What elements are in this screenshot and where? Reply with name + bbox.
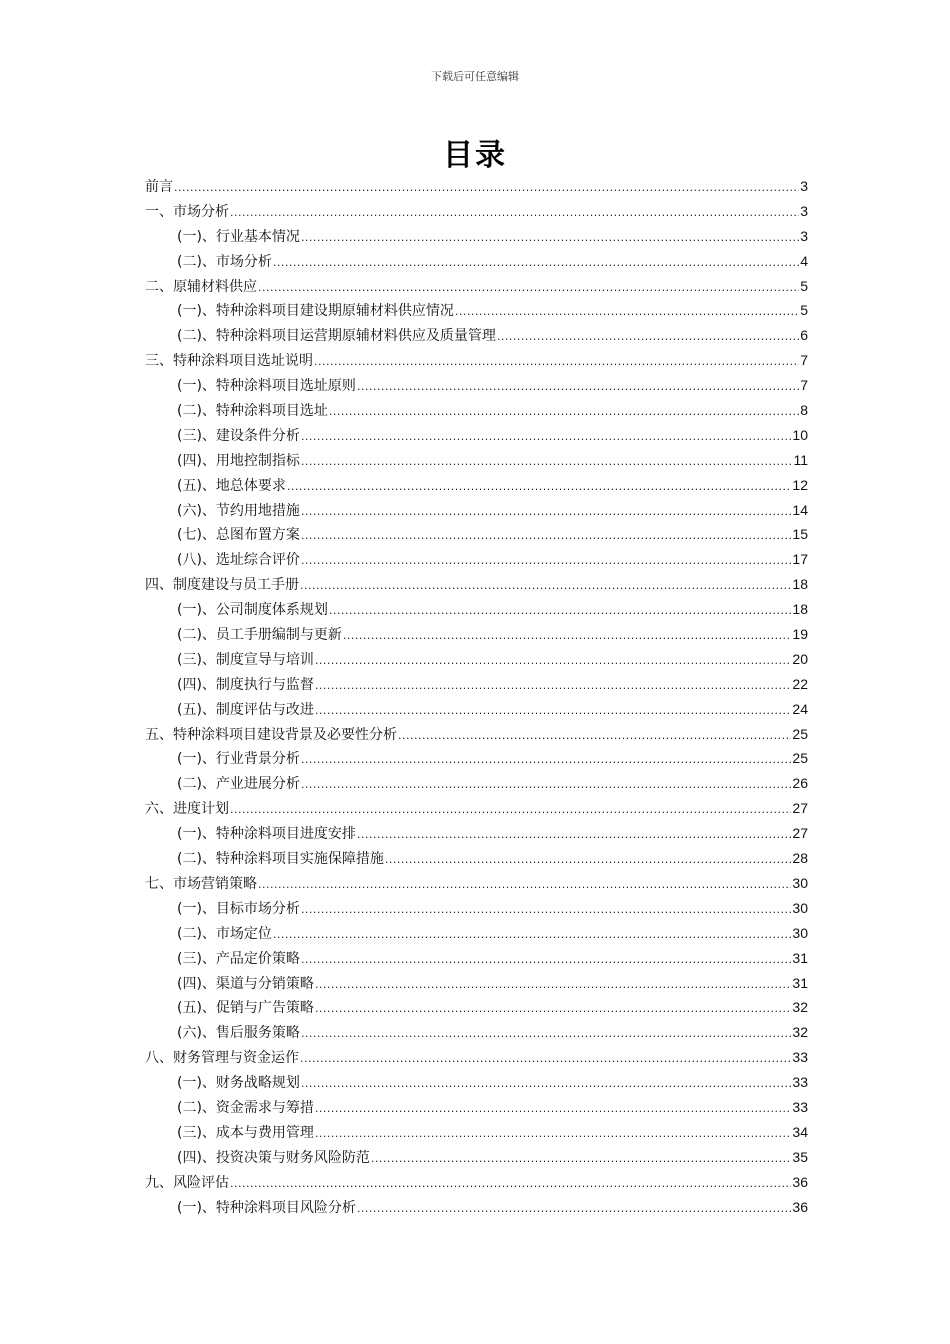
toc-dot-leader [301,500,791,525]
toc-entry[interactable] [145,796,808,821]
toc-entry-label: (一)、行业基本情况 [177,228,300,245]
toc-entry-page-number: 32 [792,999,808,1016]
toc-entry[interactable] [145,871,808,896]
toc-entry[interactable] [145,423,808,448]
toc-entry-page-number: 3 [800,202,808,219]
toc-entry-page-number: 34 [792,1123,808,1140]
toc-entry-page-number: 33 [792,1074,808,1091]
toc-entry-page-number: 30 [792,899,808,916]
toc-entry[interactable] [145,547,808,572]
toc-dot-leader [315,1097,791,1122]
toc-dot-leader [385,848,791,873]
toc-entry[interactable] [145,199,808,224]
toc-entry-label: (二)、员工手册编制与更新 [177,627,342,644]
toc-dot-leader [315,1122,791,1147]
toc-entry-page-number: 27 [792,800,808,817]
toc-entry-label: (一)、财务战略规划 [177,1075,300,1092]
toc-entry-page-number: 19 [792,626,808,643]
toc-entry-page-number: 18 [792,601,808,618]
toc-entry-page-number: 32 [792,1024,808,1041]
toc-entry-page-number: 7 [800,377,808,394]
toc-entry[interactable] [145,1070,808,1095]
toc-dot-leader [455,300,799,325]
toc-entry[interactable] [145,448,808,473]
toc-entry[interactable] [145,697,808,722]
toc-entry[interactable] [145,946,808,971]
toc-entry-label: (二)、特种涂料项目实施保障措施 [177,851,384,868]
toc-entry[interactable] [145,572,808,597]
toc-entry-page-number: 5 [800,277,808,294]
toc-entry[interactable] [145,821,808,846]
toc-entry-page-number: 18 [792,576,808,593]
toc-entry-label: 八、财务管理与资金运作 [145,1050,299,1067]
toc-entry[interactable] [145,1095,808,1120]
toc-dot-leader [273,923,791,948]
toc-dot-leader [287,475,791,500]
toc-entry-label: (三)、制度宣导与培训 [177,651,314,668]
toc-entry[interactable] [145,746,808,771]
toc-entry[interactable] [145,323,808,348]
toc-entry[interactable] [145,373,808,398]
toc-dot-leader [315,997,791,1022]
toc-entry-label: (四)、用地控制指标 [177,452,300,469]
toc-entry[interactable] [145,1045,808,1070]
toc-entry-page-number: 35 [792,1148,808,1165]
toc-entry[interactable] [145,1145,808,1170]
toc-dot-leader [301,1022,791,1047]
toc-entry-label: (四)、制度执行与监督 [177,676,314,693]
toc-entry-page-number: 28 [792,850,808,867]
toc-entry[interactable] [145,896,808,921]
toc-entry-page-number: 10 [792,426,808,443]
toc-entry[interactable] [145,647,808,672]
toc-entry-page-number: 4 [800,252,808,269]
toc-entry-label: (三)、产品定价策略 [177,950,300,967]
toc-entry[interactable] [145,971,808,996]
toc-entry-page-number: 33 [792,1098,808,1115]
toc-title: 目录 [443,138,507,173]
toc-entry-page-number: 14 [792,501,808,518]
toc-dot-leader [230,798,791,823]
toc-dot-leader [273,251,799,276]
toc-entry[interactable] [145,274,808,299]
toc-dot-leader [301,450,793,475]
toc-entry-label: 六、进度计划 [145,801,229,818]
toc-entry-label: (六)、节约用地措施 [177,502,300,519]
toc-entry-label: (二)、市场分析 [177,253,272,270]
toc-dot-leader [230,1172,791,1197]
toc-dot-leader [357,1197,791,1222]
toc-entry-label: (一)、特种涂料项目进度安排 [177,826,356,843]
toc-entry[interactable] [145,1120,808,1145]
toc-dot-leader [258,873,791,898]
toc-entry-page-number: 12 [792,476,808,493]
toc-entry-page-number: 8 [800,402,808,419]
toc-entry-label: (六)、售后服务策略 [177,1025,300,1042]
header-note: 下载后可任意编辑 [431,70,519,83]
toc-entry-page-number: 3 [800,178,808,194]
toc-entry-label: 五、特种涂料项目建设背景及必要性分析 [145,726,397,743]
toc-entry-label: (一)、目标市场分析 [177,900,300,917]
toc-entry-page-number: 30 [792,874,808,891]
toc-entry[interactable] [145,249,808,274]
table-of-contents [145,174,808,1219]
toc-entry-page-number: 15 [792,526,808,543]
toc-entry-label: (一)、特种涂料项目建设期原辅材料供应情况 [177,303,454,320]
toc-entry-page-number: 3 [800,227,808,244]
toc-entry[interactable] [145,298,808,323]
toc-dot-leader [301,748,791,773]
toc-dot-leader [315,973,791,998]
toc-entry-page-number: 11 [793,451,808,468]
toc-dot-leader [497,325,799,350]
toc-dot-leader [314,350,799,375]
toc-dot-leader [301,549,791,574]
toc-entry-page-number: 22 [792,675,808,692]
toc-entry-page-number: 30 [792,924,808,941]
toc-dot-leader [230,201,799,226]
toc-entry-label: (二)、特种涂料项目选址 [177,403,328,420]
toc-entry[interactable] [145,921,808,946]
toc-entry-page-number: 5 [800,302,808,319]
toc-dot-leader [315,699,791,724]
toc-entry[interactable] [145,1020,808,1045]
toc-entry[interactable] [145,995,808,1020]
toc-entry-label: (七)、总图布置方案 [177,527,300,544]
toc-entry-label: 四、制度建设与员工手册 [145,577,299,594]
toc-dot-leader [174,176,799,201]
toc-entry-label: 前言 [145,179,173,195]
toc-entry[interactable] [145,224,808,249]
toc-entry-page-number: 6 [800,327,808,344]
toc-dot-leader [300,574,791,599]
toc-entry-label: (二)、特种涂料项目运营期原辅材料供应及质量管理 [177,328,496,345]
toc-entry-page-number: 31 [792,949,808,966]
toc-entry-label: (八)、选址综合评价 [177,552,300,569]
toc-entry[interactable] [145,622,808,647]
toc-entry-label: (五)、促销与广告策略 [177,1000,314,1017]
toc-entry-page-number: 20 [792,650,808,667]
toc-entry-label: 二、原辅材料供应 [145,278,257,295]
toc-entry-label: (三)、建设条件分析 [177,427,300,444]
toc-entry[interactable] [145,522,808,547]
toc-entry[interactable] [145,398,808,423]
toc-entry-label: 九、风险评估 [145,1174,229,1191]
toc-entry[interactable] [145,348,808,373]
toc-entry-page-number: 26 [792,775,808,792]
toc-entry-label: (二)、产业进展分析 [177,776,300,793]
toc-dot-leader [343,624,791,649]
toc-dot-leader [357,375,799,400]
toc-entry[interactable] [145,846,808,871]
toc-entry-page-number: 33 [792,1049,808,1066]
toc-entry-label: (二)、市场定位 [177,925,272,942]
toc-entry-label: (一)、特种涂料项目选址原则 [177,378,356,395]
toc-entry-page-number: 7 [800,352,808,369]
toc-dot-leader [301,898,791,923]
toc-entry-label: (一)、特种涂料项目风险分析 [177,1199,356,1216]
toc-entry-label: (三)、成本与费用管理 [177,1124,314,1141]
toc-entry-page-number: 36 [792,1173,808,1190]
toc-entry-label: (二)、资金需求与筹措 [177,1099,314,1116]
toc-entry[interactable] [145,473,808,498]
toc-dot-leader [315,649,791,674]
toc-entry[interactable] [145,672,808,697]
toc-entry-label: (五)、制度评估与改进 [177,701,314,718]
toc-dot-leader [371,1147,791,1172]
toc-dot-leader [300,1047,791,1072]
toc-entry-label: (一)、行业背景分析 [177,751,300,768]
toc-entry-label: 三、特种涂料项目选址说明 [145,353,313,370]
toc-entry[interactable] [145,722,808,747]
toc-entry-label: (四)、渠道与分销策略 [177,975,314,992]
toc-entry-label: 七、市场营销策略 [145,875,257,892]
toc-entry-page-number: 27 [792,825,808,842]
toc-dot-leader [398,724,791,749]
toc-dot-leader [329,400,799,425]
toc-entry[interactable] [145,771,808,796]
toc-dot-leader [301,524,791,549]
toc-dot-leader [301,425,791,450]
toc-entry[interactable] [145,1170,808,1195]
toc-entry-page-number: 17 [792,551,808,568]
toc-entry[interactable] [145,498,808,523]
toc-dot-leader [315,674,791,699]
toc-entry-page-number: 25 [792,725,808,742]
toc-entry-page-number: 25 [792,750,808,767]
toc-dot-leader [301,1072,791,1097]
toc-dot-leader [258,276,799,301]
toc-entry-page-number: 36 [792,1198,808,1215]
toc-entry[interactable] [145,597,808,622]
toc-entry-label: (四)、投资决策与财务风险防范 [177,1149,370,1166]
toc-entry-label: (一)、公司制度体系规划 [177,602,328,619]
toc-dot-leader [301,948,791,973]
toc-entry-label: (五)、地总体要求 [177,477,286,494]
toc-entry-page-number: 31 [792,974,808,991]
toc-entry[interactable] [145,1195,808,1220]
toc-entry-label: 一、市场分析 [145,203,229,220]
toc-entry[interactable] [145,174,808,199]
toc-dot-leader [357,823,791,848]
toc-dot-leader [301,226,799,251]
toc-dot-leader [329,599,791,624]
toc-dot-leader [301,773,791,798]
toc-entry-page-number: 24 [792,700,808,717]
